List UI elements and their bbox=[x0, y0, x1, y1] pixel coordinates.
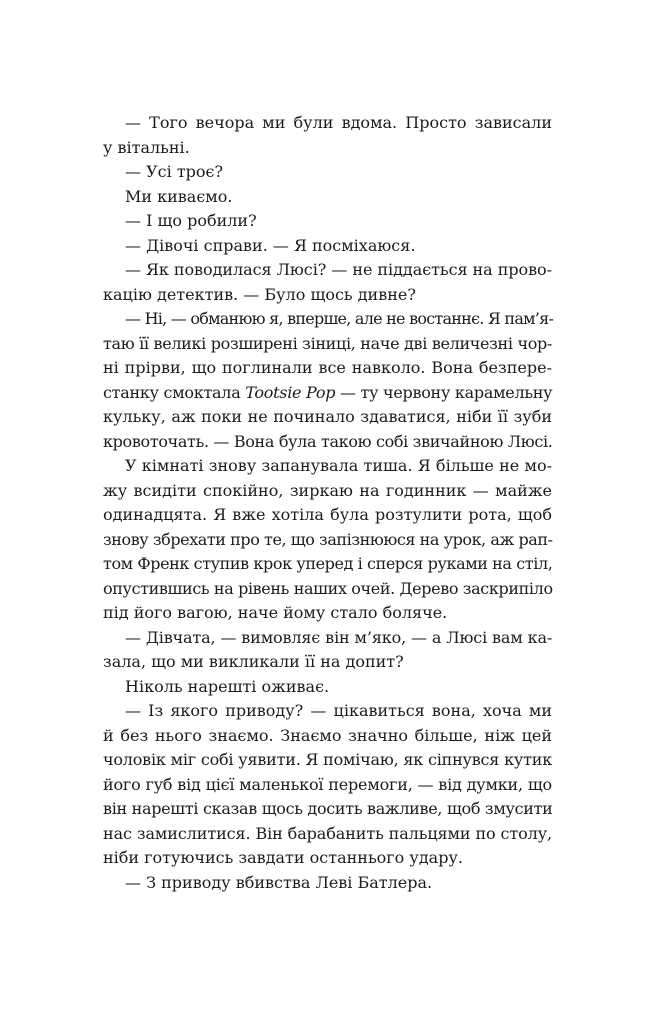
text-segment: — ту червону карамельну bbox=[335, 382, 553, 402]
text-segment: — І що робили? bbox=[125, 211, 257, 230]
text-segment: — Із якого приводу? — цікавиться вона, хоча ми bbox=[125, 701, 552, 720]
text-line bbox=[103, 528, 552, 553]
text-line bbox=[103, 111, 552, 136]
text-line bbox=[103, 552, 552, 577]
text-segment: чоловік міг собі уявити. Я помічаю, як сіпнувся кутик bbox=[103, 750, 552, 769]
text-segment: Ніколь нарешті оживає. bbox=[125, 676, 330, 696]
text-line bbox=[103, 650, 552, 675]
text-line bbox=[103, 822, 552, 847]
text-segment: одинадцята. Я вже хотіла була розтулити рота, щоб bbox=[103, 505, 552, 524]
text-segment: під його вагою, наче йому стало боляче. bbox=[103, 603, 448, 622]
text-segment: знову збрехати про те, що запізнююся на урок, аж рап- bbox=[103, 529, 553, 549]
text-segment: кацію детектив. — Було щось дивне? bbox=[103, 284, 416, 304]
text-segment: ніби готуючись завдати останнього удару. bbox=[103, 848, 463, 867]
text-line bbox=[103, 258, 552, 283]
text-line bbox=[103, 503, 552, 528]
text-line bbox=[103, 381, 552, 406]
text-segment: станку смоктала bbox=[103, 382, 246, 402]
text-line bbox=[103, 430, 552, 455]
text-segment: — Дівчата, — вимовляє він м’яко, — а Люсі вам ка- bbox=[125, 627, 553, 647]
text-line bbox=[103, 748, 552, 773]
text-segment: він нарешті сказав щось досить важливе, щоб змусити bbox=[103, 799, 553, 818]
text-segment: ні прірви, що поглинали все навколо. Вона безпере- bbox=[103, 358, 552, 377]
text-line bbox=[103, 626, 552, 651]
text-line bbox=[103, 185, 552, 210]
text-line bbox=[103, 209, 552, 234]
text-line bbox=[103, 724, 552, 749]
text-segment: — З приводу вбивства Леві Батлера. bbox=[125, 872, 433, 892]
text-segment: — Дівочі справи. — Я посміхаюся. bbox=[125, 235, 416, 255]
text-segment: — Ні, — обманюю я, вперше, але не востаннє. Я пам’я- bbox=[125, 309, 554, 328]
text-line bbox=[103, 871, 552, 896]
text-line bbox=[103, 699, 552, 724]
text-line bbox=[103, 479, 552, 504]
text-segment: жу всидіти спокійно, зиркаю на годинник — майже bbox=[103, 480, 552, 500]
text-line bbox=[103, 405, 552, 430]
text-segment: У кімнаті знову запанувала тиша. Я більше не мо- bbox=[125, 456, 552, 475]
text-segment: його губ від цієї маленької перемоги, — від думки, що bbox=[103, 774, 552, 794]
text-line bbox=[103, 846, 552, 871]
book-page-body bbox=[103, 111, 552, 895]
text-line bbox=[103, 797, 552, 822]
text-segment: том Френк ступив крок уперед і сперся руками на стіл, bbox=[103, 554, 553, 573]
text-segment: у вітальні. bbox=[103, 137, 190, 157]
text-line bbox=[103, 601, 552, 626]
italic-title: Tootsie Pop bbox=[245, 382, 336, 402]
text-line bbox=[103, 675, 552, 700]
text-line bbox=[103, 332, 552, 357]
text-segment: нас замислитися. Він барабанить пальцями по столу, bbox=[103, 823, 553, 843]
text-segment: таю її великі розширені зіниці, наче дві величезні чор- bbox=[103, 333, 552, 353]
text-segment: зала, що ми викликали її на допит? bbox=[103, 652, 404, 671]
text-segment: Ми киваємо. bbox=[125, 186, 233, 206]
text-line bbox=[103, 356, 552, 381]
text-segment: й без нього знаємо. Знаємо значно більше, ніж цей bbox=[103, 725, 552, 745]
text-line bbox=[103, 454, 552, 479]
text-line bbox=[103, 577, 552, 602]
text-segment: кульку, аж поки не починало здаватися, ніби її зуби bbox=[103, 407, 552, 426]
text-segment: — Того вечора ми були вдома. Просто зависали bbox=[125, 113, 552, 132]
text-line bbox=[103, 136, 552, 161]
text-line bbox=[103, 773, 552, 798]
text-line bbox=[103, 283, 552, 308]
text-segment: — Усі троє? bbox=[125, 162, 224, 181]
text-segment: кровоточать. — Вона була такою собі звичайною Люсі. bbox=[103, 431, 553, 451]
text-segment: опустившись на рівень наших очей. Дерево заскрипіло bbox=[103, 578, 553, 598]
text-line bbox=[103, 307, 552, 332]
text-line bbox=[103, 234, 552, 259]
text-segment: — Як поводилася Люсі? — не піддається на прово- bbox=[125, 260, 552, 279]
text-line bbox=[103, 160, 552, 185]
